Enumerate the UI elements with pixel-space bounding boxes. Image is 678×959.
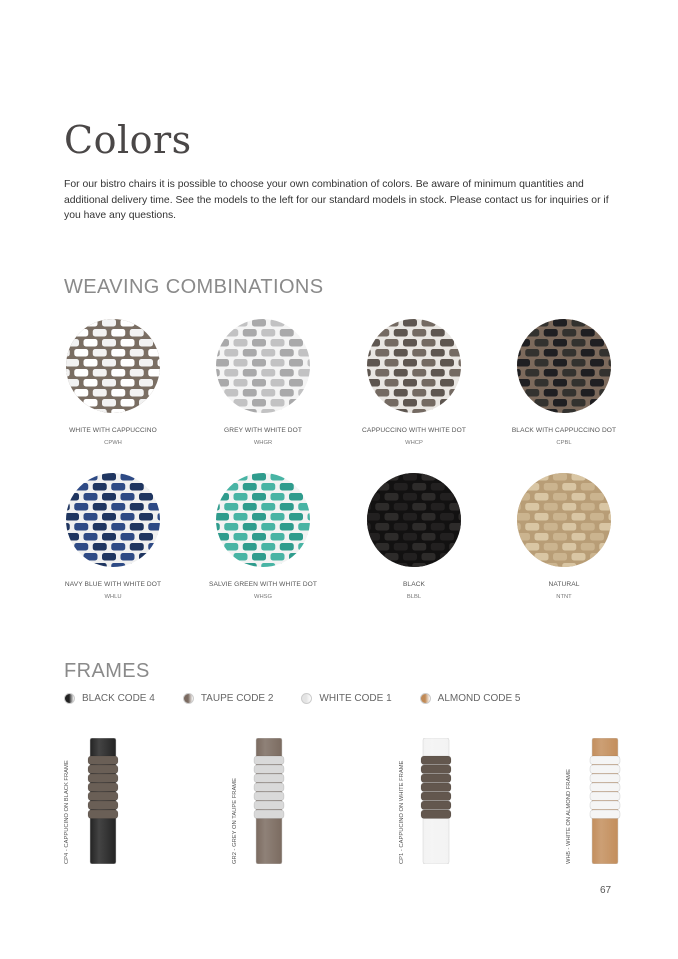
weave-texture: [65, 318, 161, 414]
legend-item-white: [301, 693, 391, 704]
swatch-code: BLBL: [406, 594, 422, 600]
frame-sample-white: [399, 738, 459, 864]
swatch-name: NATURAL: [548, 581, 580, 588]
frame-sample-taupe: [232, 738, 292, 864]
weave-texture: [516, 472, 612, 568]
swatch-salvie-green-white[interactable]: [198, 472, 328, 600]
weave-texture: [366, 318, 462, 414]
legend-item-taupe: [183, 693, 274, 704]
frame-sample-label: CP1 - CAPPUCINO ON WHITE FRAME: [399, 760, 405, 864]
weave-texture: [215, 318, 311, 414]
color-dot-icon: [420, 693, 431, 704]
weave-texture: [65, 472, 161, 568]
frame-sample-label: WH5 - WHITE ON ALMOND FRAME: [566, 768, 572, 864]
legend-label: TAUPE CODE 2: [200, 693, 274, 704]
frame-tube: [82, 738, 122, 864]
legend-item-almond: [420, 693, 521, 704]
swatch-name: WHITE WITH CAPPUCCINO: [69, 427, 157, 434]
weave-texture: [516, 318, 612, 414]
swatch-code: WHLU: [104, 594, 122, 600]
color-dot-icon: [64, 693, 75, 704]
swatch-natural[interactable]: [499, 472, 629, 600]
legend-label: WHITE CODE 1: [319, 693, 392, 704]
frames-heading: FRAMES: [64, 660, 150, 682]
frame-sample-almond: [566, 738, 626, 864]
swatch-cappuccino-white[interactable]: [349, 318, 479, 446]
frame-sample-label: CP4 - CAPPUCINO ON BLACK FRAME: [64, 760, 70, 864]
page-title: Colors: [64, 118, 192, 162]
frame-tube: [415, 738, 455, 864]
swatch-code: WHSG: [253, 594, 273, 600]
swatch-code: CPWH: [104, 440, 122, 446]
swatch-name: BLACK WITH CAPPUCCINO DOT: [511, 427, 617, 434]
swatch-black-cappuccino[interactable]: [499, 318, 629, 446]
intro-paragraph: For our bistro chairs it is possible to choose your own combination of colors. Be aware of minimum quantities and additional delivery time. See the models to the left for our standard models in stock. Please contact us for inquiries or if you have any questions.: [64, 179, 609, 221]
frame-sample-label: GR2 - GREY ON TAUPE FRAME: [232, 777, 238, 864]
swatch-code: NTNT: [556, 594, 572, 600]
color-dot-icon: [301, 693, 312, 704]
frame-sample-black: [64, 738, 124, 864]
swatch-black[interactable]: [349, 472, 479, 600]
swatch-name: GREY WITH WHITE DOT: [224, 427, 302, 434]
weaving-heading: WEAVING COMBINATIONS: [64, 276, 324, 298]
swatch-grey-white[interactable]: [198, 318, 328, 446]
swatch-code: WHGR: [253, 440, 273, 446]
frame-tube: [584, 738, 624, 864]
frame-tube: [248, 738, 288, 864]
swatch-name: SALVIE GREEN WITH WHITE DOT: [208, 581, 318, 588]
legend-item-black: [64, 693, 155, 704]
swatch-name: NAVY BLUE WITH WHITE DOT: [64, 581, 162, 588]
weave-texture: [366, 472, 462, 568]
weave-texture: [215, 472, 311, 568]
frame-color-legend: [64, 693, 548, 704]
swatch-code: CPBL: [556, 440, 572, 446]
swatch-name: BLACK: [402, 581, 426, 588]
color-dot-icon: [183, 693, 194, 704]
swatch-navy-white[interactable]: [48, 472, 178, 600]
legend-label: BLACK CODE 4: [82, 693, 155, 704]
swatch-code: WHCP: [405, 440, 423, 446]
legend-label: ALMOND CODE 5: [437, 693, 521, 704]
page-number: 67: [600, 885, 612, 896]
swatch-white-cappuccino[interactable]: [48, 318, 178, 446]
swatch-name: CAPPUCCINO WITH WHITE DOT: [362, 427, 466, 434]
